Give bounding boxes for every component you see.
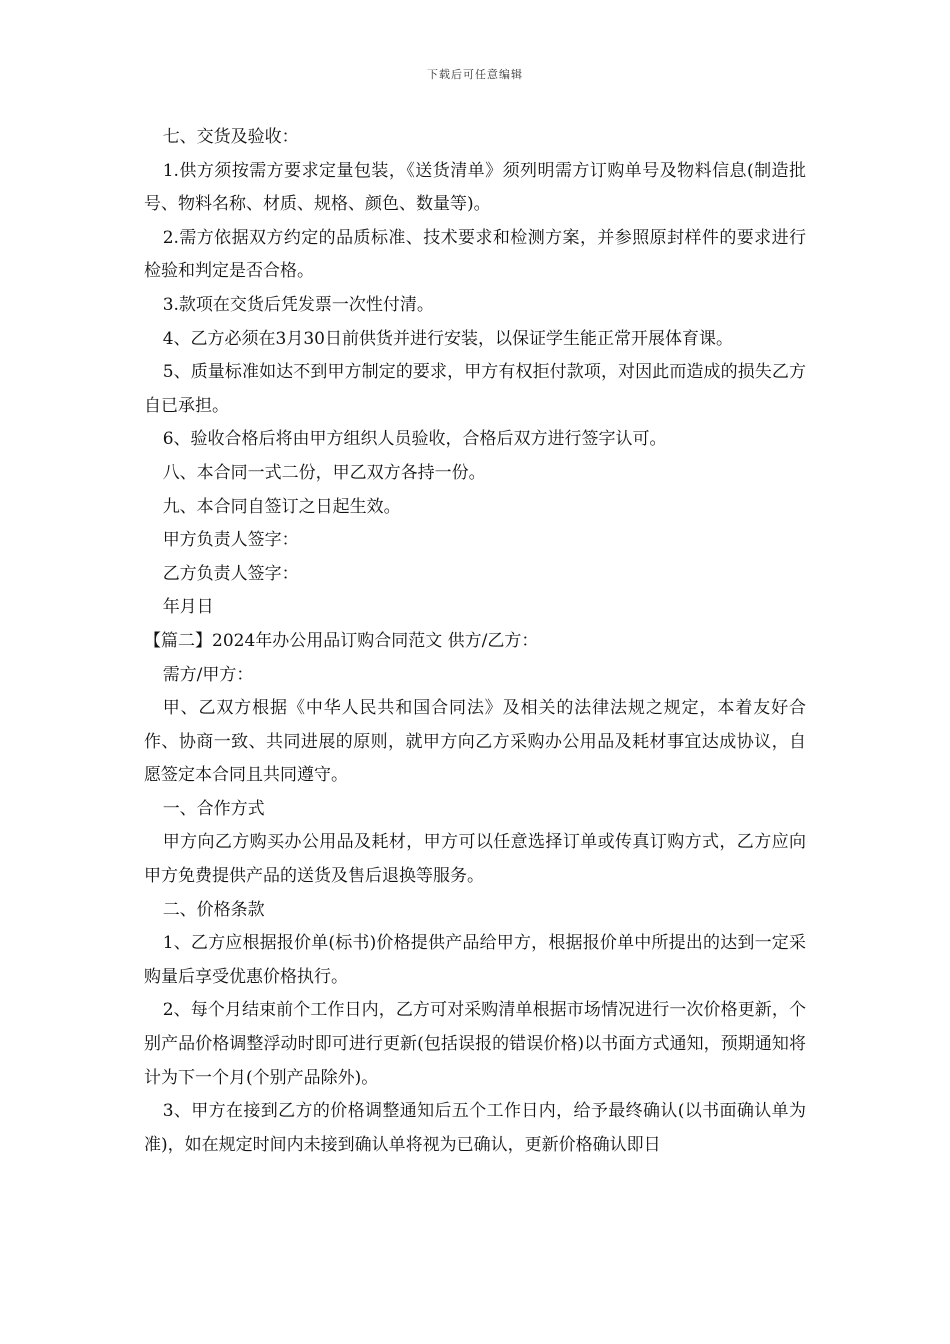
preamble: 甲、乙双方根据《中华人民共和国合同法》及相关的法律法规之规定，本着友好合作、协商一致、共同进展的原则，就甲方向乙方采购办公用品及耗材事宜达成协议，自愿签定本合同且共同遵守。 [144, 698, 806, 786]
page-header: 下载后可任意编辑 [427, 68, 523, 81]
date-line: 年月日 [162, 597, 214, 618]
buyer-line: 需方/甲方： [162, 664, 254, 685]
part-two-title: 【篇二】2024年办公用品订购合同范文 供方/乙方： [144, 630, 539, 651]
clause-pricing-2: 2、每个月结束前个工作日内，乙方可对采购清单根据市场情况进行一次价格更新，个别产品价格调整浮动时即可进行更新(包括误报的错误价格)以书面方式通知，预期通知将计为下一个月(个别产品除外)。 [144, 1000, 806, 1088]
clause-acceptance: 6、验收合格后将由甲方组织人员验收，合格后双方进行签字认可。 [162, 429, 667, 450]
section-effective: 九、本合同自签订之日起生效。 [162, 496, 401, 517]
clause-quality-standard: 5、质量标准如达不到甲方制定的要求，甲方有权拒付款项，对因此而造成的损失乙方自已承担。 [144, 362, 806, 416]
clause-inspection: 2.需方依据双方约定的品质标准、技术要求和检测方案，并参照原封样件的要求进行检验和判定是否合格。 [144, 227, 806, 282]
clause-pricing-1: 1、乙方应根据报价单(标书)价格提供产品给甲方，根据报价单中所提出的达到一定采购量后享受优惠价格执行。 [144, 933, 806, 987]
signature-party-b: 乙方负责人签字： [162, 563, 299, 584]
clause-packaging: 1.供方须按需方要求定量包装，《送货清单》须列明需方订购单号及物料信息(制造批号、物料名称、材质、规格、颜色、数量等)。 [144, 160, 806, 215]
clause-cooperation: 甲方向乙方购买办公用品及耗材，甲方可以任意选择订单或传真订购方式，乙方应向甲方免费提供产品的送货及售后退换等服务。 [144, 832, 806, 887]
clause-installation-deadline: 4、乙方必须在3月30日前供货并进行安装，以保证学生能正常开展体育课。 [162, 328, 733, 349]
clause-payment: 3.款项在交货后凭发票一次性付清。 [162, 294, 434, 315]
document-body [144, 121, 806, 1162]
section-cooperation: 一、合作方式 [162, 798, 265, 819]
section-pricing: 二、价格条款 [162, 899, 265, 920]
clause-pricing-3: 3、甲方在接到乙方的价格调整通知后五个工作日内，给予最终确认(以书面确认单为准)，如在规定时间内未接到确认单将视为已确认，更新价格确认即日 [144, 1101, 806, 1155]
section-copies: 八、本合同一式二份，甲乙双方各持一份。 [162, 462, 486, 483]
section-heading-delivery: 七、交货及验收： [162, 127, 299, 147]
signature-party-a: 甲方负责人签字： [162, 530, 299, 551]
